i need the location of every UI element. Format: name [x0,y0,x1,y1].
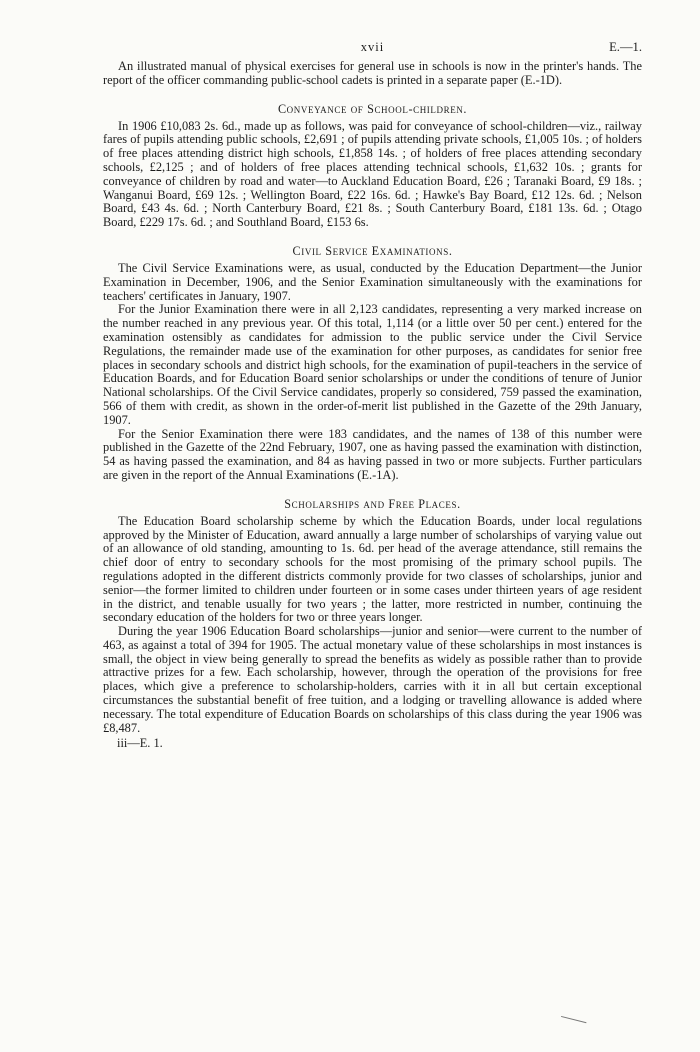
civil-service-paragraph-1: The Civil Service Examinations were, as usual, conducted by the Education Department—the Junior Examination in December, 1906, and the Senior Examination simultaneously with the examinations for teachers' certificates in January, 1907. [103,260,642,303]
section-heading-civil-service: Civil Service Examinations. [292,243,453,258]
document-code: E.—1. [609,40,642,54]
civil-service-paragraph-3: For the Senior Examination there were 183 candidates, and the names of 138 of this number were published in the Gazette of the 22nd February, 1907, one as having passed the examination with distinction, 54 as having passed the examination, and 84 as having passed in two or more subjects. Further particulars are given in the report of the Annual Examinations (E.-1A). [103,426,642,482]
scholarships-paragraph-2: During the year 1906 Education Board scholarships—junior and senior—were current to the number of 463, as against a total of 394 for 1905. The actual monetary value of these scholarships in most instances is small, the object in view being generally to spread the benefits as widely as possible rather than to provide attractive prizes for a few. Each scholarship, however, through the operation of the provisions for free places, which give a preference to scholarship-holders, carries with it in all but certain exceptional circumstances the substantial benefit of free tuition, and a lodging or travelling allowance is added where necessary. The total expenditure of Education Boards on scholarships of this class during the year 1906 was £8,487. [103,624,642,735]
page-number: xvii [360,40,385,54]
intro-paragraph: An illustrated manual of physical exercises for general use in schools is now in the printer's hands. The report of the officer commanding public-school cadets is printed in a separate paper (E.-1D). [103,59,642,87]
stray-pen-mark [560,1016,587,1029]
page-header [103,40,642,60]
page-signature: iii—E. 1. [117,736,163,751]
section-heading-scholarships: Scholarships and Free Places. [284,496,461,511]
civil-service-paragraph-2: For the Junior Examination there were in all 2,123 candidates, representing a very marked increase on the number reached in any previous year. Of this total, 1,114 (or a little over 50 per cent.) entered for the examination ostensibly as candidates for admission to the public service under the Civil Service Regulations, the remainder made use of the examination for other purposes, as candidates for senior free places in secondary schools and district high schools, for the examination of pupil-teachers in the service of Education Boards, and for Education Board senior scholarships or under the conditions of tenure of Junior National scholarships. Of the Civil Service candidates, properly so considered, 759 passed the examination, 566 of them with credit, as shown in the order-of-merit list published in the Gazette of the 29th January, 1907. [103,302,642,427]
section-heading-conveyance: Conveyance of School-children. [277,101,468,116]
conveyance-paragraph: In 1906 £10,083 2s. 6d., made up as follows, was paid for conveyance of school-children—viz., railway fares of pupils attending public schools, £2,691 ; of pupils attending private schools, £1,005 10s. ; of holders of free places attending district high schools, £1,858 14s. ; of holders of free places attending secondary schools, £2,125 ; and of holders of free places attending technical schools, £1,632 10s. ; grants for conveyance of children by road and water—to Auckland Education Board, £26 ; Taranaki Board, £9 18s. ; Wanganui Board, £69 12s. ; Wellington Board, £22 16s. 6d. ; Hawke's Bay Board, £12 12s. 6d. ; Nelson Board, £43 4s. 6d. ; North Canterbury Board, £21 8s. ; South Canterbury Board, £181 13s. 6d. ; Otago Board, £229 17s. 6d. ; and Southland Board, £153 6s. [103,118,642,230]
document-page [103,0,642,751]
scholarships-paragraph-1: The Education Board scholarship scheme by which the Education Boards, under local regulations approved by the Minister of Education, award annually a large number of scholarships of varying value out of an allowance of old standing, amounting to 1s. 6d. per head of the average attendance, still remains the chief door of entry to secondary schools for the most promising of the primary school pupils. The regulations adopted in the different districts commonly provide for two classes of scholarships, junior and senior—the former limited to children under fourteen or in some cases under thirteen years of age resident in the district, and tenable usually for two years ; the latter, more restricted in number, continuing the secondary education of the holders for two or three years longer. [103,513,642,625]
